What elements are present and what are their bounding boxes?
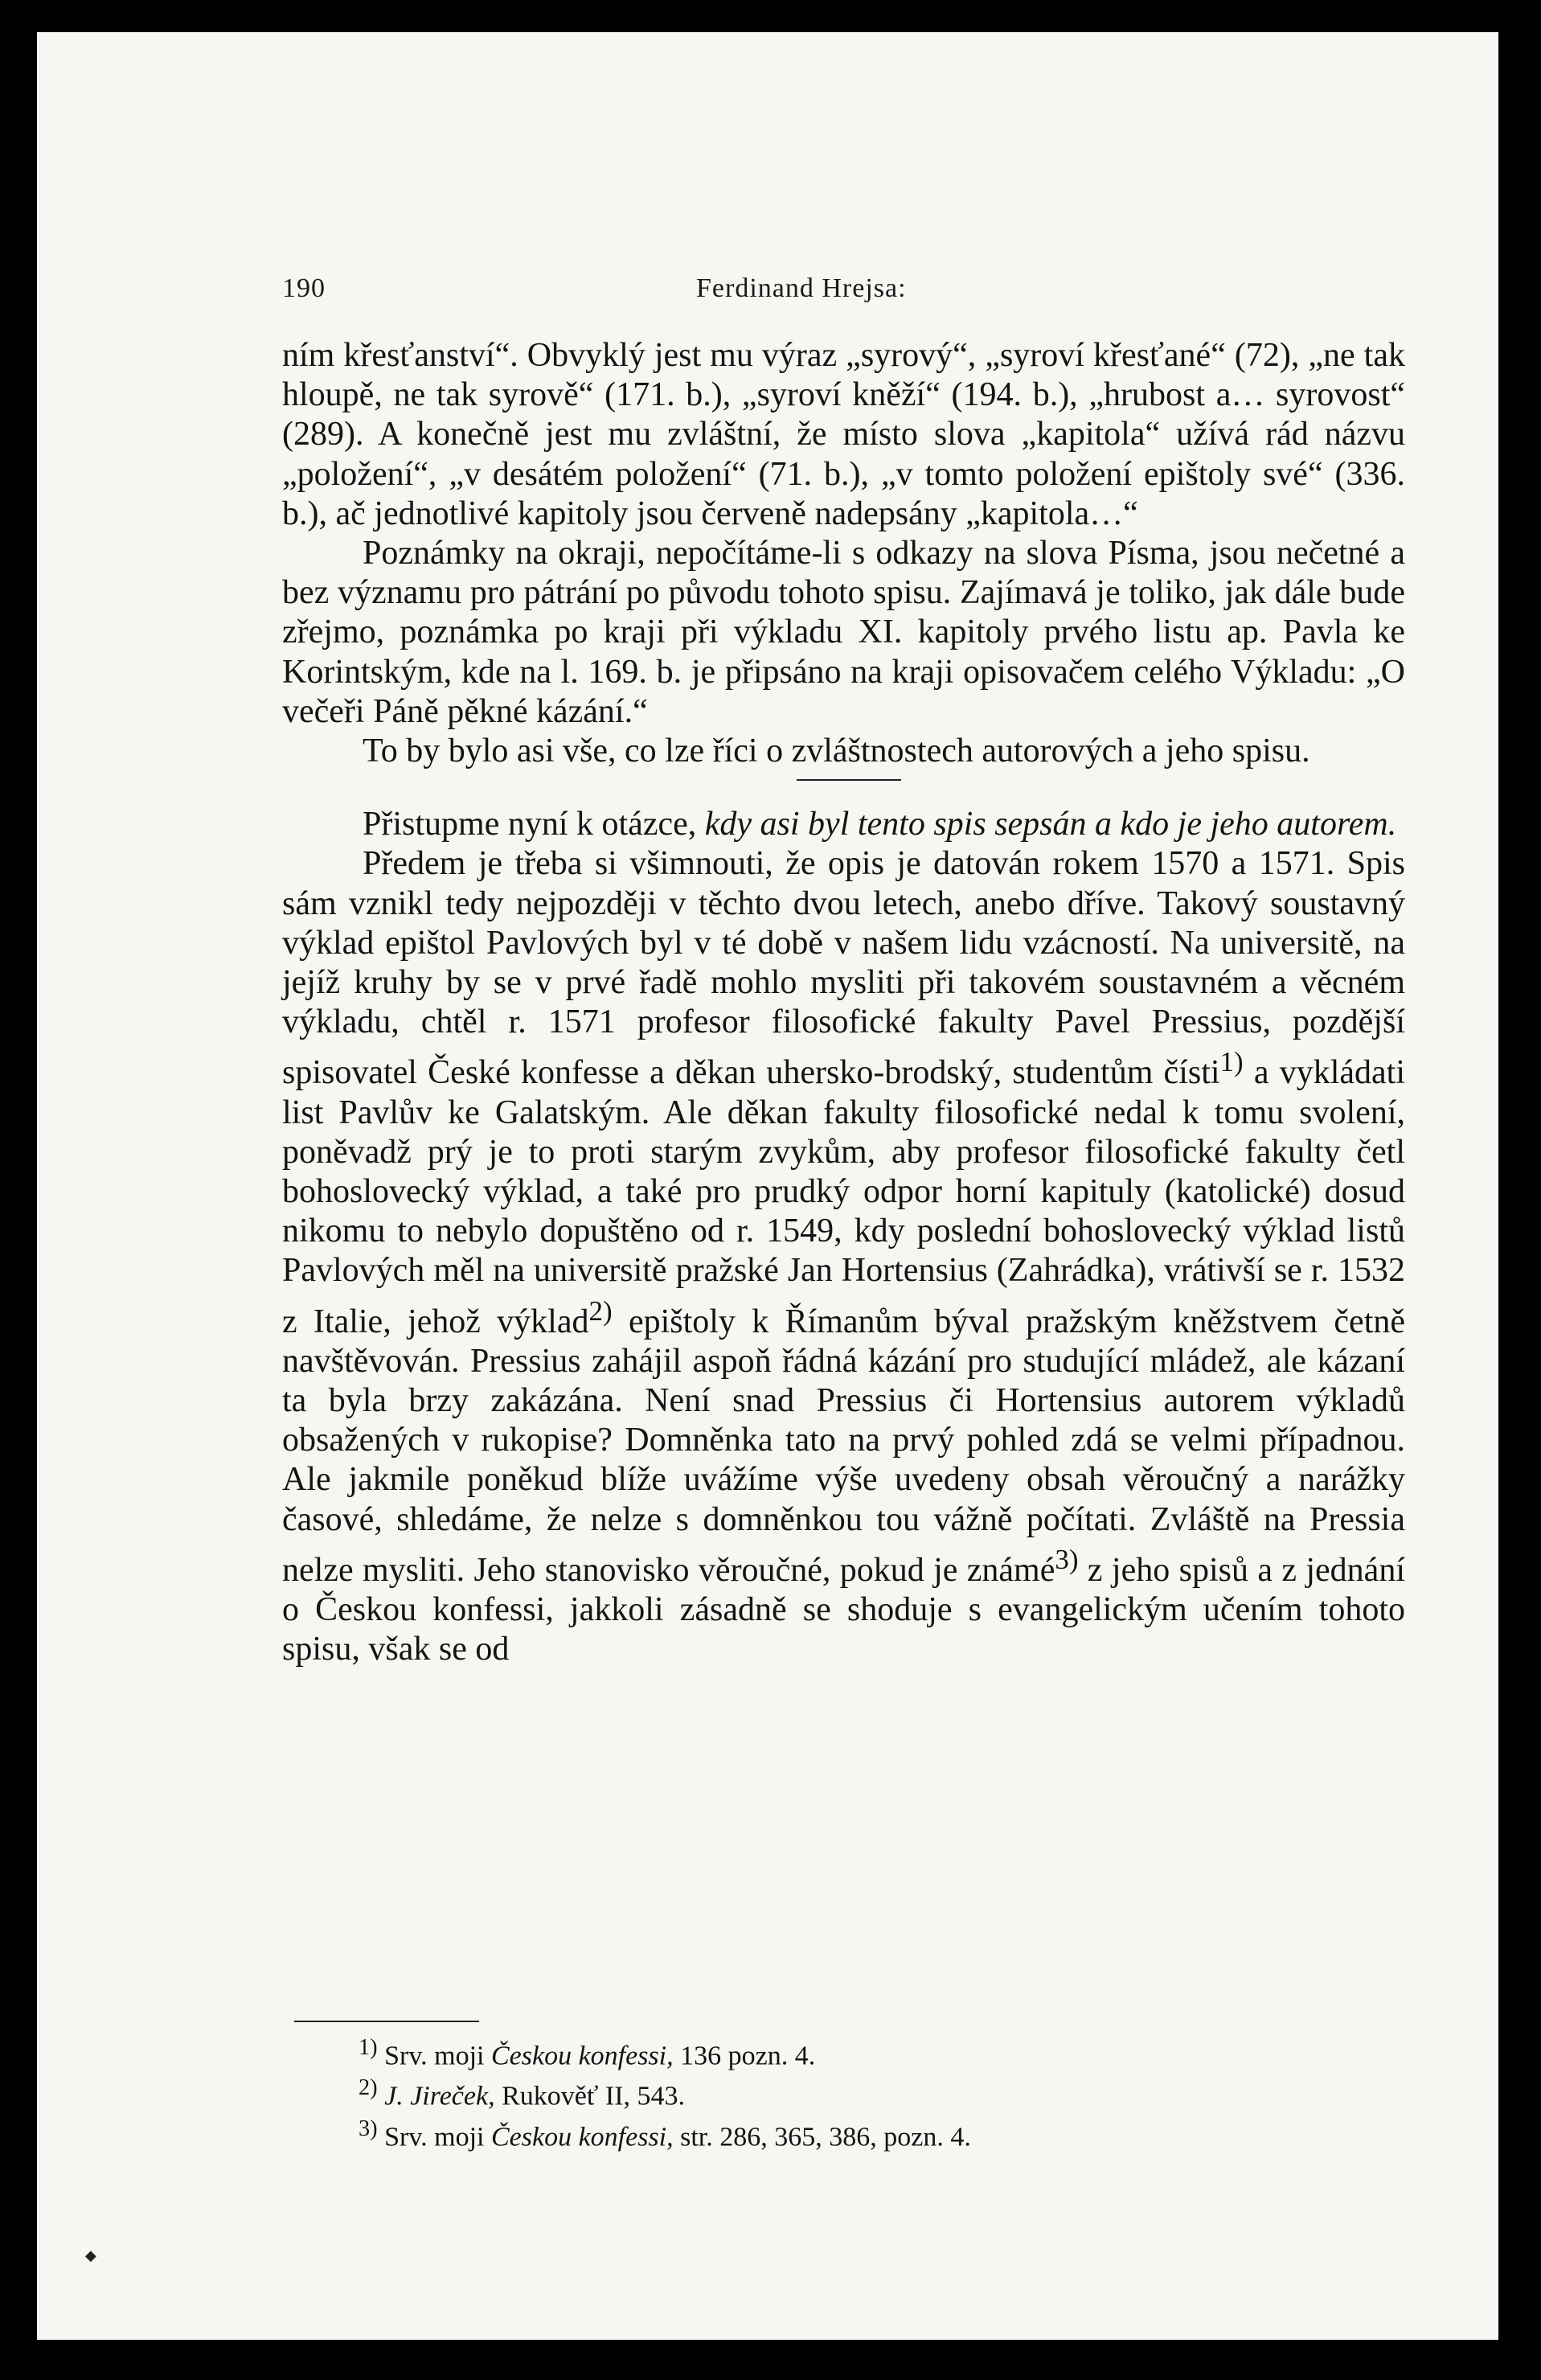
footnote-1-italic: Českou konfessi, bbox=[490, 2041, 674, 2071]
footnote-2-text-b: Rukověť II, 543. bbox=[502, 2081, 686, 2111]
paragraph-1: ním křesťanství“. Obvyklý jest mu výraz „syrový“, „syroví křesťané“ (72), „ne tak hloupě, ne tak syrově“ (171. b.), „syroví kněží“ (194. b.), „hrubost a… syrovost“ (289). A konečně jest mu zvláštní, že místo slova „kapitola“ užívá rád názvu „položení“, „v desátém položení“ (71. b.), „v tomto položení epištoly své“ (336. b.), ač jednotlivé kapitoly jsou červeně nadepsány „kapitola…“ bbox=[282, 337, 1405, 532]
paragraph-4-lead: Přistupme nyní k otázce, bbox=[363, 806, 697, 843]
section-divider bbox=[797, 779, 901, 781]
footnote-2 bbox=[359, 2072, 1405, 2112]
footnote-ref-3: 3) bbox=[1055, 1543, 1079, 1575]
page-header bbox=[282, 273, 1408, 314]
footnote-3-text-a: Srv. moji bbox=[384, 2121, 485, 2152]
paragraph-4 bbox=[282, 805, 1405, 844]
footnote-ref-1: 1) bbox=[1219, 1046, 1244, 1078]
footnote-ref-2: 2) bbox=[588, 1295, 613, 1327]
footnote-1-mark: 1) bbox=[359, 2035, 378, 2060]
footnote-3 bbox=[359, 2113, 1405, 2153]
paragraph-5-part-b: a vykládati list Pavlův ke Galatským. Ale děkan fakulty filosofické nedal k tomu svolení, poněvadž prý je to proti starým zvykům, aby profesor filosofické fakulty četl bohoslovecký výklad, a také pro prudký odpor horní kapituly (katolické) dosud nikomu to nebylo dopuštěno od r. 1549, kdy poslední bohoslovecký výklad listů Pavlových měl na universitě pražské Jan Hortensius (Zahrádka), vrátivší se r. 1532 z Italie, jehož výklad bbox=[282, 1054, 1406, 1340]
paragraph-2: Poznámky na okraji, nepočítáme-li s odkazy na slova Písma, jsou nečetné a bez významu pro pátrání po původu tohoto spisu. Zajímavá je toliko, jak dále bude zřejmo, poznámka po kraji při výkladu XI. kapitoly prvého listu ap. Pavla ke Korintským, kde na l. 169. b. je připsáno na kraji opisovačem celého Výkladu: „O večeři Páně pěkné kázání.“ bbox=[282, 535, 1405, 730]
footnotes bbox=[282, 2021, 1405, 2153]
paragraph-5 bbox=[282, 844, 1405, 1669]
scan-speck: ◆ bbox=[85, 2247, 96, 2263]
paragraph-3: To by bylo asi vše, co lze říci o zvláštnostech autorových a jeho spisu. bbox=[363, 732, 1310, 770]
page-number: 190 bbox=[282, 273, 326, 303]
paragraph-5-part-a: Předem je třeba si všimnouti, že opis je datován rokem 1570 a 1571. Spis sám vznikl tedy nejpozději v těchto dvou letech, anebo dříve. Takový soustavný výklad epištol Pavlových byl v té době v našem lidu vzácností. Na universitě, na jejíž kruhy by se v prvé řadě mohlo mysliti při takovém soustavném a věcném výkladu, chtěl r. 1571 profesor filosofické fakulty Pavel Pressius, pozdější spisovatel České konfesse a děkan uhersko-brodský, studentům čísti bbox=[282, 845, 1405, 1092]
footnote-2-italic: J. Jireček, bbox=[384, 2081, 495, 2111]
running-title: Ferdinand Hrejsa: bbox=[696, 273, 907, 303]
footnote-3-mark: 3) bbox=[359, 2115, 378, 2141]
footnote-3-italic: Českou konfessi, bbox=[490, 2121, 674, 2152]
footnote-divider bbox=[294, 2021, 479, 2022]
paragraph-5-part-c: epištoly k Římanům býval pražským kněžstvem četně navštěvován. Pressius zahájil aspoň řádná kázání pro studující mládež, ale kázaní ta byla brzy zakázána. Není snad Pressius či Hortensius autorem výkladů obsažených v rukopise? Domněnka tato na prvý pohled zdá se velmi případnou. Ale jakmile poněkud blíže uvážíme výše uvedeny obsah věroučný a narážky časové, shledáme, že nelze s domněnkou tou vážně počítati. Zvláště na Pressia nelze mysliti. Jeho stanovisko věroučné, pokud je známé bbox=[282, 1303, 1406, 1589]
footnote-2-mark: 2) bbox=[359, 2075, 378, 2101]
main-text bbox=[282, 336, 1405, 1670]
book-page bbox=[37, 32, 1498, 2340]
footnote-1-text-b: 136 pozn. 4. bbox=[680, 2041, 816, 2071]
footnote-1-text-a: Srv. moji bbox=[384, 2041, 485, 2071]
footnote-3-text-b: str. 286, 365, 386, pozn. 4. bbox=[680, 2121, 971, 2152]
paragraph-5-part-d: z jeho spisů a z jednání o Českou konfessi, jakkoli zásadně se shoduje s evangelickým učením tohoto spisu, však se od bbox=[282, 1551, 1405, 1668]
footnote-1 bbox=[359, 2032, 1405, 2072]
paragraph-4-italic: kdy asi byl tento spis sepsán a kdo je jeho autorem. bbox=[704, 806, 1397, 843]
